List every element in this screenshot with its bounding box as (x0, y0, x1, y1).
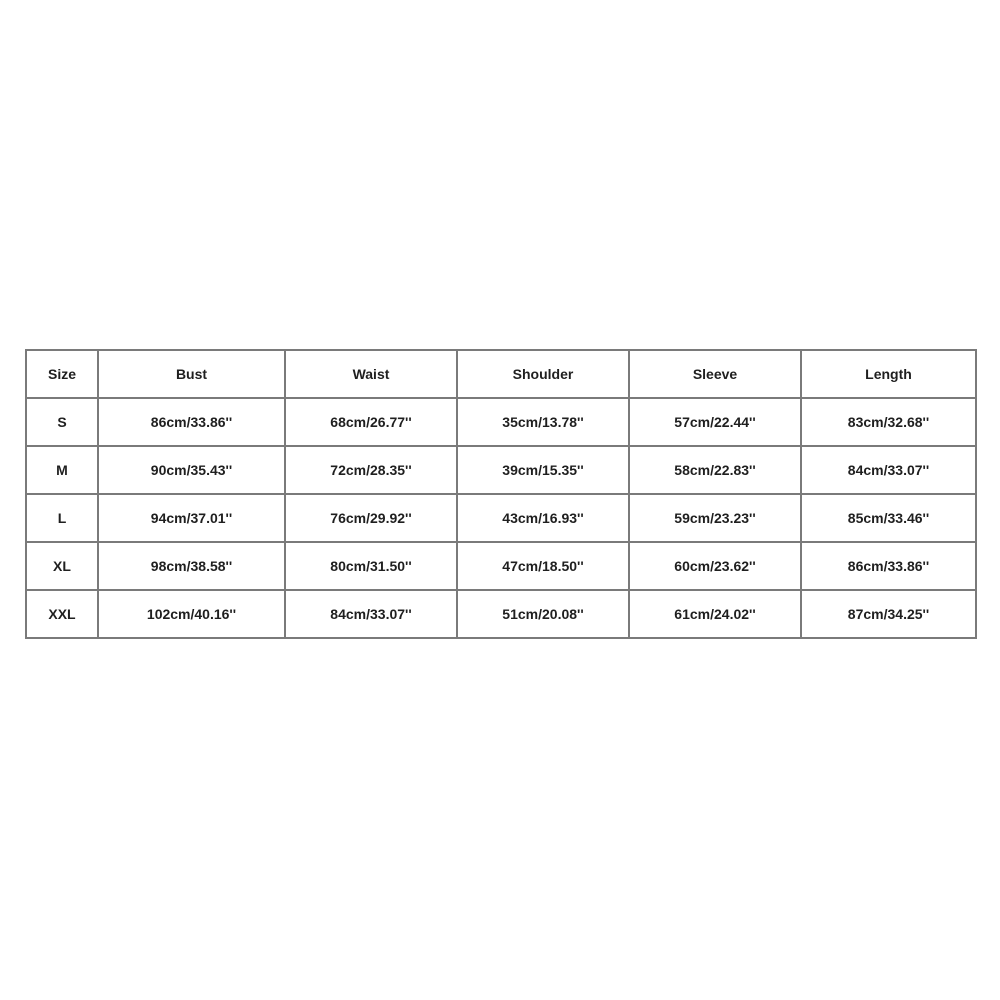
header-sleeve: Sleeve (629, 350, 801, 398)
cell-shoulder: 47cm/18.50'' (457, 542, 629, 590)
cell-bust: 94cm/37.01'' (98, 494, 285, 542)
table-row (26, 590, 976, 638)
cell-shoulder: 39cm/15.35'' (457, 446, 629, 494)
cell-length: 84cm/33.07'' (801, 446, 976, 494)
cell-sleeve: 58cm/22.83'' (629, 446, 801, 494)
header-size: Size (26, 350, 98, 398)
cell-bust: 90cm/35.43'' (98, 446, 285, 494)
cell-sleeve: 57cm/22.44'' (629, 398, 801, 446)
cell-length: 86cm/33.86'' (801, 542, 976, 590)
cell-bust: 98cm/38.58'' (98, 542, 285, 590)
cell-size: S (26, 398, 98, 446)
table-row (26, 494, 976, 542)
header-length: Length (801, 350, 976, 398)
table-header-row (26, 350, 976, 398)
header-shoulder: Shoulder (457, 350, 629, 398)
table-row (26, 542, 976, 590)
cell-length: 83cm/32.68'' (801, 398, 976, 446)
cell-length: 87cm/34.25'' (801, 590, 976, 638)
cell-shoulder: 43cm/16.93'' (457, 494, 629, 542)
cell-size: L (26, 494, 98, 542)
cell-sleeve: 60cm/23.62'' (629, 542, 801, 590)
cell-length: 85cm/33.46'' (801, 494, 976, 542)
size-chart-table (25, 349, 977, 639)
table-row (26, 446, 976, 494)
cell-size: XL (26, 542, 98, 590)
cell-sleeve: 61cm/24.02'' (629, 590, 801, 638)
cell-shoulder: 35cm/13.78'' (457, 398, 629, 446)
header-bust: Bust (98, 350, 285, 398)
cell-waist: 76cm/29.92'' (285, 494, 457, 542)
cell-size: M (26, 446, 98, 494)
cell-shoulder: 51cm/20.08'' (457, 590, 629, 638)
cell-waist: 72cm/28.35'' (285, 446, 457, 494)
cell-sleeve: 59cm/23.23'' (629, 494, 801, 542)
cell-waist: 80cm/31.50'' (285, 542, 457, 590)
cell-bust: 102cm/40.16'' (98, 590, 285, 638)
cell-bust: 86cm/33.86'' (98, 398, 285, 446)
cell-waist: 84cm/33.07'' (285, 590, 457, 638)
table-row (26, 398, 976, 446)
cell-waist: 68cm/26.77'' (285, 398, 457, 446)
header-waist: Waist (285, 350, 457, 398)
cell-size: XXL (26, 590, 98, 638)
